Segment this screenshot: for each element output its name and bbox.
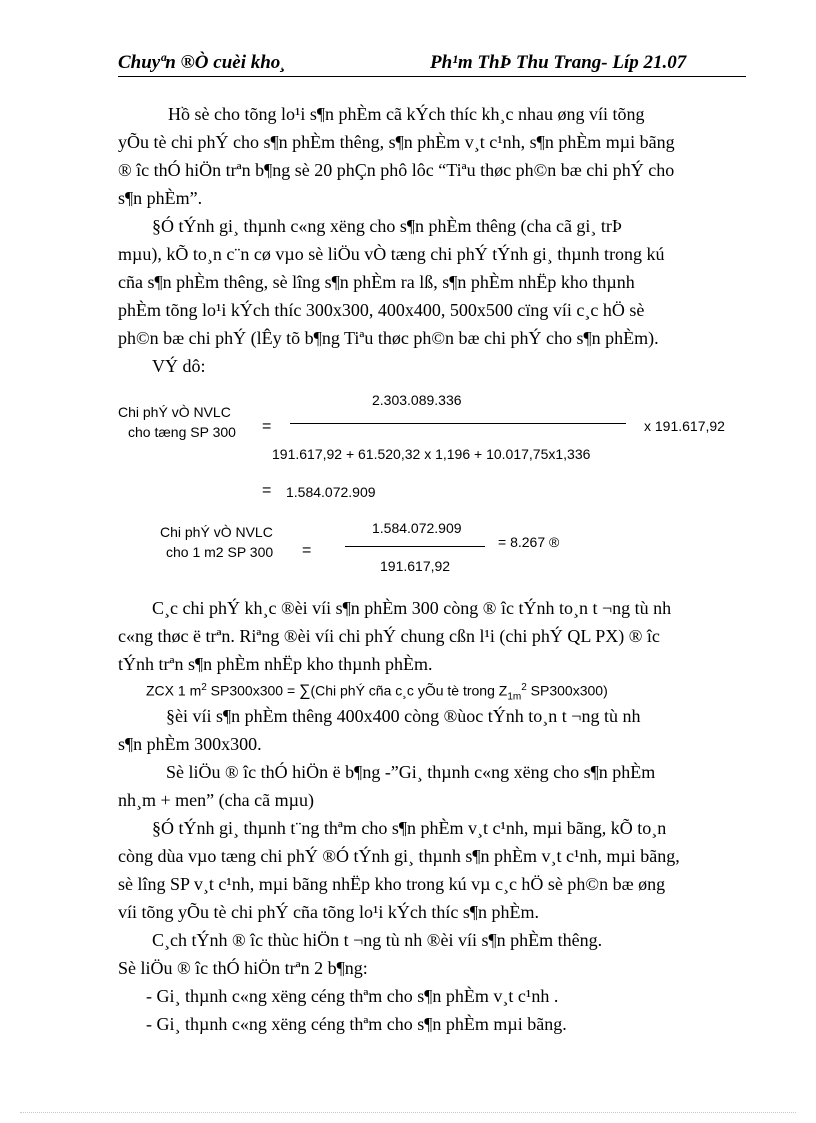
text-line: yÕu tè chi phÝ cho s¶n phÈm thêng, s¶n phÈm v¸t c¹nh, s¶n phÈm mµi bãng [118, 132, 675, 152]
text-line: ph©n bæ chi phÝ (lÊy tõ b¶ng Tiªu thøc ph©n bæ chi phÝ cho s¶n phÈm). [118, 328, 659, 348]
formula2-eq: = [302, 542, 312, 559]
text-line: víi tõng yÕu tè chi phÝ cña tõng lo¹i kÝch thíc s¶n phÈm. [118, 902, 539, 922]
formula1-label-1: Chi phÝ vÒ NVLC [118, 404, 231, 420]
formula2-result: = 8.267 ® [498, 534, 560, 550]
header-rule [118, 76, 746, 77]
text-line: §èi víi s¶n phÈm thêng 400x400 còng ®ùoc tÝnh to¸n t ¬ng tù nh [166, 706, 641, 726]
text-line: s¶n phÈm 300x300. [118, 734, 262, 754]
text-line: mµu), kÕ to¸n c¨n cø vµo sè liÖu vÒ tæng chi phÝ tÝnh gi¸ thµnh trong kú [118, 244, 665, 264]
header-left: Chuyªn ®Ò cuèi kho¸ [118, 52, 287, 73]
text-line: nh¸m + men” (cha cã mµu) [118, 790, 314, 810]
text-line: Sè liÖu ® îc thÓ hiÖn ë b¶ng -”Gi¸ thµnh c«ng xëng cho s¶n phÈm [166, 762, 656, 782]
text-line: - Gi¸ thµnh c«ng xëng céng thªm cho s¶n phÈm v¸t c¹nh . [146, 986, 559, 1006]
text-line: s¶n phÈm”. [118, 188, 203, 208]
text-line: VÝ dô: [152, 356, 206, 376]
formula2-numerator: 1.584.072.909 [372, 520, 462, 536]
formula2-fraction-bar [345, 546, 485, 547]
formula3-lhs-sup: 2 [201, 682, 207, 693]
text-line: - Gi¸ thµnh c«ng xëng céng thªm cho s¶n phÈm mµi bãng. [146, 1014, 567, 1034]
formula1-label-2: cho tæng SP 300 [128, 424, 236, 440]
formula3-sup: 2 [521, 682, 527, 693]
formula3-lhs: ZCX 1 m [146, 682, 202, 699]
formula2-denominator: 191.617,92 [380, 558, 451, 574]
formula1-multiplier: x 191.617,92 [644, 418, 725, 434]
formula1-denominator: 191.617,92 + 61.520,32 x 1,196 + 10.017,75x1,336 [272, 446, 591, 462]
formula1-numerator: 2.303.089.336 [372, 392, 462, 408]
formula1-eq2: = [262, 482, 272, 499]
text-line: Sè liÖu ® îc thÓ hiÖn trªn 2 b¶ng: [118, 958, 368, 978]
formula3 [146, 682, 608, 702]
formula3-sum-sign: ∑ [299, 682, 311, 700]
formula3-tail: SP300x300) [526, 682, 608, 699]
page-bottom-border [20, 1112, 796, 1113]
text-line: phÈm tõng lo¹i kÝch thíc 300x300, 400x400, 500x500 cïng víi c¸c hÖ sè [118, 300, 645, 320]
text-line: Hồ sè cho tõng lo¹i s¶n phÈm cã kÝch thíc kh¸c nhau øng víi tõng [168, 104, 645, 124]
text-line: cña s¶n phÈm thêng, sè lîng s¶n phÈm ra lß, s¶n phÈm nhËp kho thµnh [118, 272, 635, 292]
text-line: ® îc thÓ hiÖn trªn b¶ng sè 20 phÇn phô lôc “Tiªu thøc ph©n bæ chi phÝ cho [118, 160, 675, 180]
text-line: tÝnh trªn s¶n phÈm nhËp kho thµnh phÈm. [118, 654, 433, 674]
text-line: §Ó tÝnh gi¸ thµnh t¨ng thªm cho s¶n phÈm v¸t c¹nh, mµi bãng, kÕ to¸n [152, 818, 667, 838]
formula2-label-2: cho 1 m2 SP 300 [166, 544, 274, 560]
formula1-fraction-bar [290, 423, 626, 424]
formula3-body: (Chi phÝ cña c¸c yÕu tè trong Z [310, 682, 508, 699]
text-line: §Ó tÝnh gi¸ thµnh c«ng xëng cho s¶n phÈm thêng (cha cã gi¸ trÞ [152, 216, 622, 236]
formula3-sub: 1m [507, 691, 522, 703]
text-line: c«ng thøc ë trªn. Riªng ®èi víi chi phÝ chung cßn l¹i (chi phÝ QL PX) ® îc [118, 626, 660, 646]
formula3-lhs-rest: SP300x300 = [206, 682, 300, 699]
text-line: C¸ch tÝnh ® îc thùc hiÖn t ¬ng tù nh ®èi víi s¶n phÈm thêng. [152, 930, 603, 950]
formula2-label-1: Chi phÝ vÒ NVLC [160, 524, 273, 540]
formula1-result: 1.584.072.909 [286, 484, 376, 500]
text-line: còng dùa vµo tæng chi phÝ ®Ó tÝnh gi¸ thµnh s¶n phÈm v¸t c¹nh, mµi bãng, [118, 846, 680, 866]
formula1-eq: = [262, 418, 272, 435]
text-line: sè lîng SP v¸t c¹nh, mµi bãng nhËp kho trong kú vµ c¸c hÖ sè ph©n bæ øng [118, 874, 666, 894]
text-line: C¸c chi phÝ kh¸c ®èi víi s¶n phÈm 300 còng ® îc tÝnh to¸n t ¬ng tù nh [152, 598, 672, 618]
header-right: Ph¹m ThÞ Thu Trang- Líp 21.07 [430, 52, 687, 73]
